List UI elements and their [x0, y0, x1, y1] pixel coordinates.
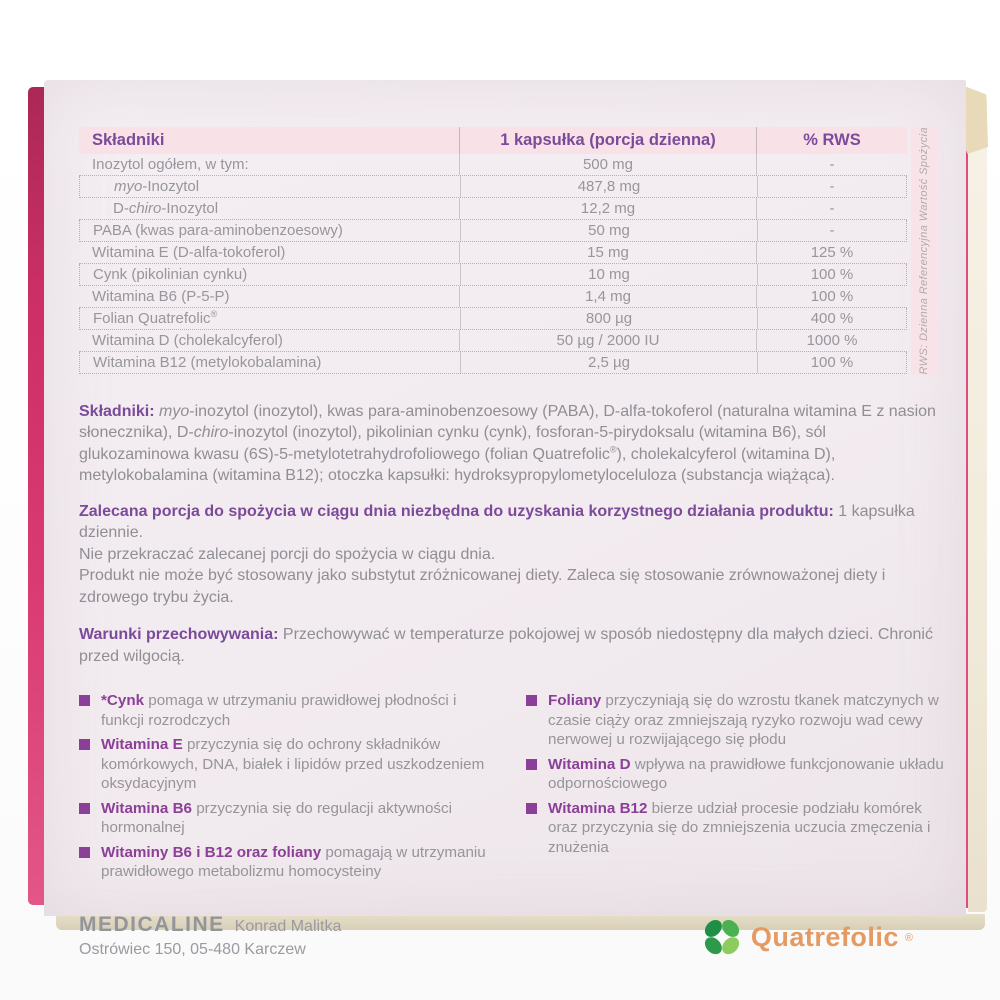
benefit-text: Witamina B12 bierze udział procesie podziału komórek oraz przyczynia się do zmniejszenia uczucia zmęczenia i znużenia [548, 799, 931, 856]
table-row [79, 176, 907, 198]
storage-paragraph: Warunki przechowywania: Przechowywać w temperaturze pokojowej w sposób niedostępny dla małych dzieci. Chronić przed wilgocią. [79, 626, 933, 665]
table-row [79, 242, 907, 264]
table-body [79, 154, 907, 374]
ingredient-name: Inozytol ogółem, w tym: [92, 156, 249, 173]
benefits-section [79, 691, 947, 887]
ingredient-rws: 1000 % [806, 332, 858, 349]
ingredient-amount: 1,4 mg [459, 286, 757, 307]
header-rws: % RWS [803, 131, 861, 149]
ingredient-rws: 100 % [810, 266, 854, 283]
ingredient-name: Witamina D (cholekalcyferol) [92, 332, 283, 349]
bullet-square-icon [526, 803, 537, 814]
ingredient-amount: 15 mg [459, 242, 757, 263]
quatrefolic-clover-icon [699, 915, 745, 961]
benefit-text: Witamina B6 przyczynia się do regulacji aktywności hormonalnej [101, 799, 452, 836]
bullet-square-icon [79, 739, 90, 750]
ingredient-name: Folian Quatrefolic® [93, 309, 218, 327]
quatrefolic-logo [699, 915, 913, 961]
footer [79, 913, 941, 961]
table-row [79, 308, 907, 330]
benefit-text: *Cynk pomaga w utrzymaniu prawidłowej płodności i funkcji rozrodczych [101, 692, 457, 729]
table-row [79, 352, 907, 374]
table-row [79, 330, 907, 352]
ingredient-rws: 100 % [810, 354, 854, 371]
ingredient-name: Witamina E (D-alfa-tokoferol) [92, 244, 286, 261]
ingredient-amount: 800 µg [460, 308, 758, 329]
ingredient-name: myo-Inozytol [114, 178, 200, 195]
header-serving: 1 kapsułka (porcja dzienna) [459, 127, 757, 154]
rws-side-note-strip [911, 127, 937, 375]
benefit-item [526, 799, 947, 858]
bullet-square-icon [79, 803, 90, 814]
ingredient-name: Cynk (pikolinian cynku) [93, 266, 248, 283]
manufacturer-name: Konrad Malitka [234, 917, 342, 935]
benefit-text: Witaminy B6 i B12 oraz foliany pomagają w utrzymaniu prawidłowego metabolizmu homocysteiny [101, 843, 486, 880]
benefits-right-column [526, 691, 947, 887]
ingredient-rws: 125 % [810, 244, 854, 261]
manufacturer-address: Ostrówiec 150, 05-480 Karczew [79, 940, 306, 958]
benefit-item [526, 755, 947, 794]
ingredient-amount: 12,2 mg [459, 198, 757, 219]
bullet-square-icon [526, 759, 537, 770]
ingredient-rws: 400 % [810, 310, 854, 327]
ingredients-table [79, 127, 907, 375]
table-row [79, 220, 907, 242]
benefits-left-column [79, 691, 500, 887]
ingredient-amount: 50 mg [460, 220, 758, 241]
benefit-item [79, 799, 500, 838]
benefit-item [79, 691, 500, 730]
ingredient-rws: - [829, 222, 835, 239]
benefit-item [526, 691, 947, 750]
ingredient-name: PABA (kwas para-aminobenzoesowy) [93, 222, 343, 239]
nutrition-table-area [79, 127, 966, 375]
benefit-text: Witamina E przyczynia się do ochrony składników komórkowych, DNA, białek i lipidów przed uszkodzeniem oksydacyjnym [101, 736, 485, 792]
benefit-text: Foliany przyczyniają się do wzrostu tkanek matczynych w czasie ciąży oraz zmniejszają ryzyko rozwoju wad cewy nerwowej u rozwijającego się płodu [548, 692, 939, 748]
ingredient-rws: - [829, 156, 835, 173]
table-row [79, 264, 907, 286]
ingredient-name: Witamina B6 (P-5-P) [92, 288, 230, 305]
table-row [79, 198, 907, 220]
table-row [79, 286, 907, 308]
dosage-paragraph: Zalecana porcja do spożycia w ciągu dnia niezbędna do uzyskania korzystnego działania produktu: 1 kapsułka dziennie. Nie przekraczać zalecanej porcji do spożycia w ciągu dnia. Produkt nie może być stosowany jako substytut zróżnicowanej diety. Zaleca się stosowanie zrównoważonej diety i zdrowego trybu życia. [79, 502, 915, 606]
benefit-item [79, 843, 500, 882]
ingredient-name: Witamina B12 (metylokobalamina) [93, 354, 322, 371]
ingredient-amount: 10 mg [460, 264, 758, 285]
ingredient-rws: 100 % [810, 288, 854, 305]
ingredient-amount: 500 mg [459, 154, 757, 175]
bullet-square-icon [79, 695, 90, 706]
ingredient-name: D-chiro-Inozytol [113, 200, 219, 217]
registered-mark: ® [904, 931, 913, 944]
rws-side-note: RWS: Dzienna Referencyjna Wartość Spożycia [918, 127, 930, 375]
benefit-item [79, 735, 500, 794]
quatrefolic-brand-text: Quatrefolic [750, 922, 899, 952]
ingredient-amount: 487,8 mg [460, 176, 758, 197]
box-right-edge [968, 96, 987, 912]
benefit-text: Witamina D wpływa na prawidłowe funkcjonowanie układu odpornościowego [548, 755, 944, 792]
table-header-row [79, 127, 907, 154]
header-ingredient: Składniki [92, 131, 165, 149]
box-left-edge [28, 87, 45, 905]
bullet-square-icon [79, 847, 90, 858]
bullet-square-icon [526, 695, 537, 706]
box-back-panel [44, 80, 966, 958]
medicaline-logo: MEDICALINE [79, 912, 225, 936]
ingredient-rws: - [829, 178, 835, 195]
ingredient-amount: 50 µg / 2000 IU [459, 330, 757, 351]
table-row [79, 154, 907, 176]
ingredients-paragraph: Składniki: myo-inozytol (inozytol), kwas para-aminobenzoesowy (PABA), D-alfa-tokoferol (naturalna witamina E z nasion słonecznika), D-chiro-inozytol (inozytol), pikolinian cynku (cynk), fosforan-5-pirydoksalu (witamina B6), sól glukozaminowa kwasu (6S)-5-metylotetrahydrofoliowego (folian Quatrefolic®), cholekalcyferol (witamina D), metylokobalamina (witamina B12); otoczka kapsułki: hydroksypropylometyloceluloza (substancja wiążąca). [79, 402, 936, 484]
ingredient-amount: 2,5 µg [460, 352, 758, 373]
ingredient-rws: - [829, 200, 835, 217]
manufacturer-block [79, 913, 341, 959]
